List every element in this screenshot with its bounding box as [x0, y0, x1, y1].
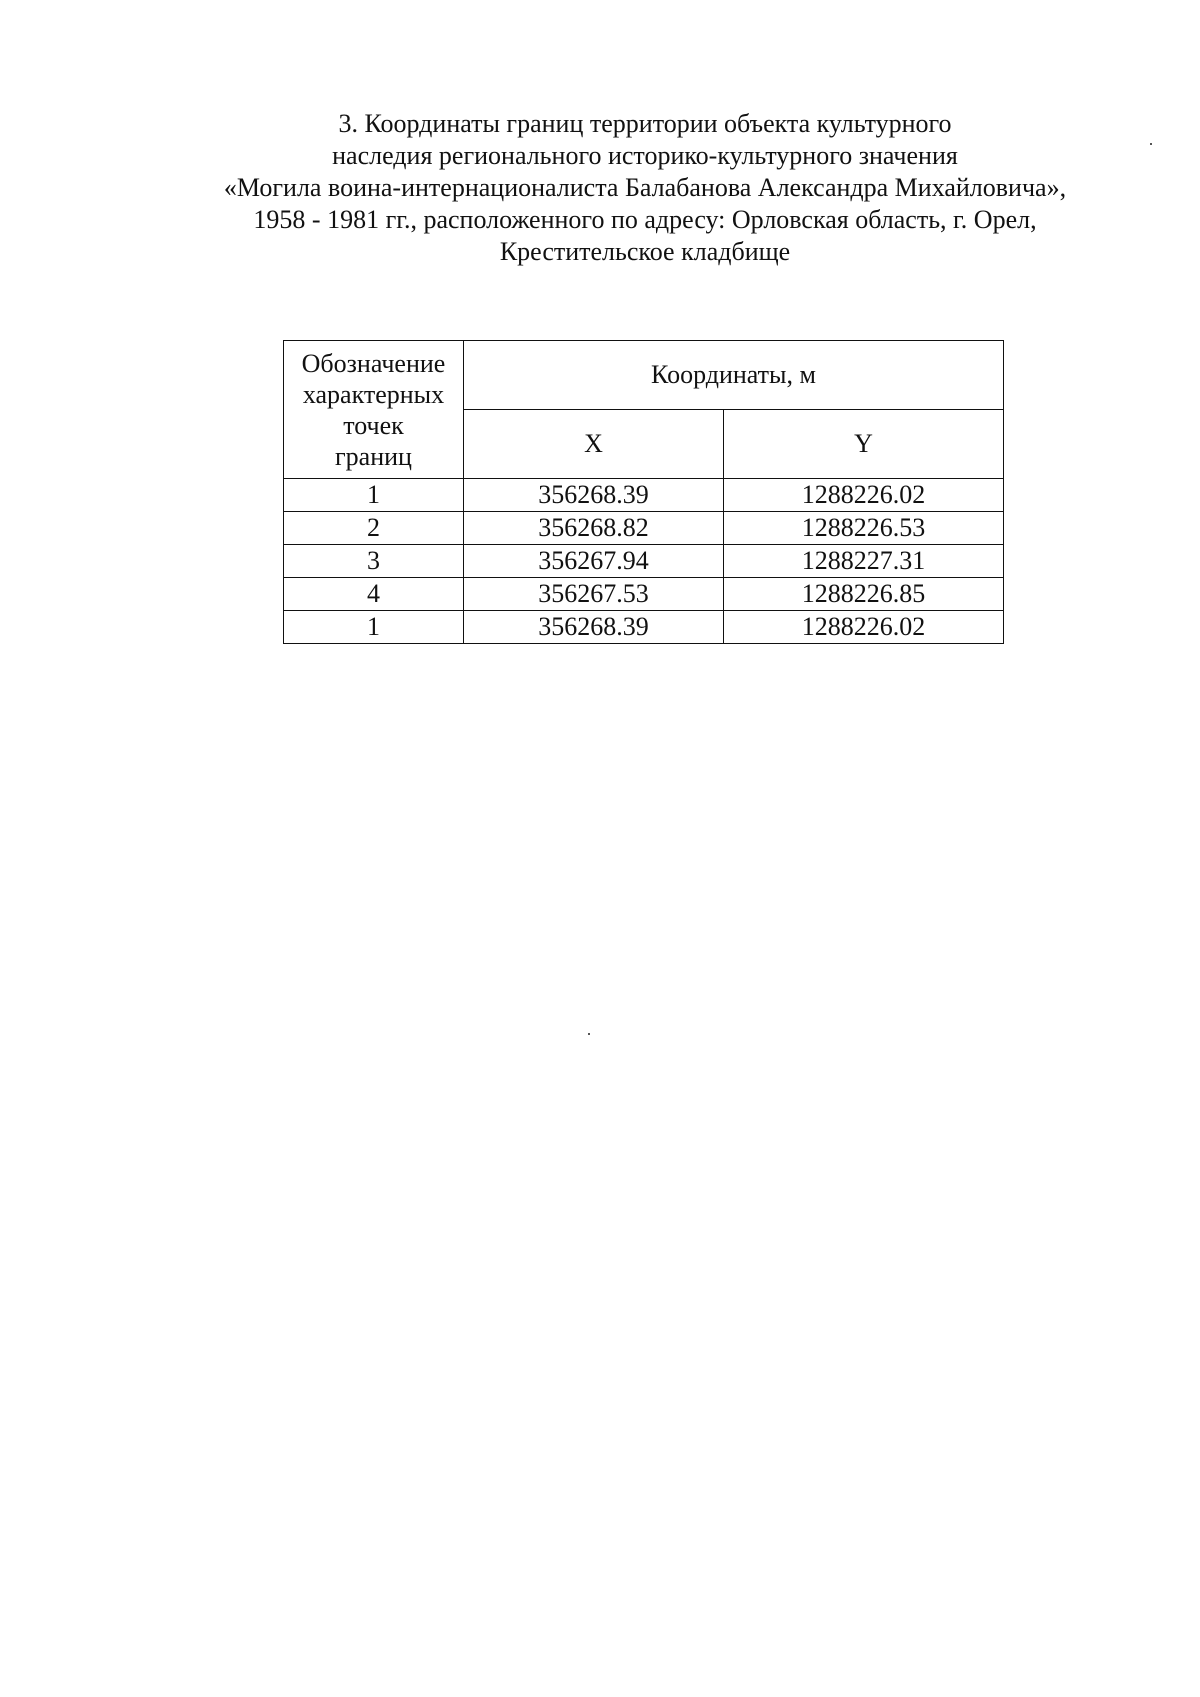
- x-header: X: [464, 410, 724, 479]
- title-line-2: наследия регионального историко-культурного значения: [332, 141, 958, 170]
- title-line-4: 1958 - 1981 гг., расположенного по адресу: Орловская область, г. Орел,: [253, 205, 1037, 234]
- y-cell: 1288226.02: [724, 611, 1004, 644]
- table-row: [284, 578, 1004, 611]
- point-cell: 2: [284, 512, 464, 545]
- table-row: [284, 545, 1004, 578]
- point-header-line: точек: [343, 410, 404, 440]
- title-line-5: Крестительское кладбище: [499, 237, 791, 266]
- x-cell: 356268.39: [464, 479, 724, 512]
- point-cell: 1: [284, 479, 464, 512]
- coordinates-header: Координаты, м: [464, 341, 1004, 410]
- point-header-line: Обозначение: [301, 348, 446, 378]
- y-cell: 1288226.02: [724, 479, 1004, 512]
- y-cell: 1288227.31: [724, 545, 1004, 578]
- title-line-1: 3. Координаты границ территории объекта культурного: [338, 109, 952, 138]
- point-cell: 4: [284, 578, 464, 611]
- point-header-line: характерных: [302, 379, 445, 409]
- scan-speck: [1150, 143, 1152, 145]
- x-cell: 356267.94: [464, 545, 724, 578]
- x-cell: 356268.82: [464, 512, 724, 545]
- title-line-3: «Могила воина-интернационалиста Балабанова Александра Михайловича»,: [223, 173, 1067, 202]
- point-designation-header: [284, 341, 464, 479]
- table-row: [284, 479, 1004, 512]
- y-header: Y: [724, 410, 1004, 479]
- point-header-line: границ: [335, 441, 412, 471]
- point-cell: 1: [284, 611, 464, 644]
- point-cell: 3: [284, 545, 464, 578]
- y-cell: 1288226.85: [724, 578, 1004, 611]
- y-cell: 1288226.53: [724, 512, 1004, 545]
- x-cell: 356267.53: [464, 578, 724, 611]
- table-row: [284, 611, 1004, 644]
- document-title: [150, 108, 1140, 268]
- scan-speck: [588, 1033, 590, 1035]
- x-cell: 356268.39: [464, 611, 724, 644]
- table-row: [284, 512, 1004, 545]
- coordinates-table: [283, 340, 1004, 644]
- table-header-row: [284, 341, 1004, 410]
